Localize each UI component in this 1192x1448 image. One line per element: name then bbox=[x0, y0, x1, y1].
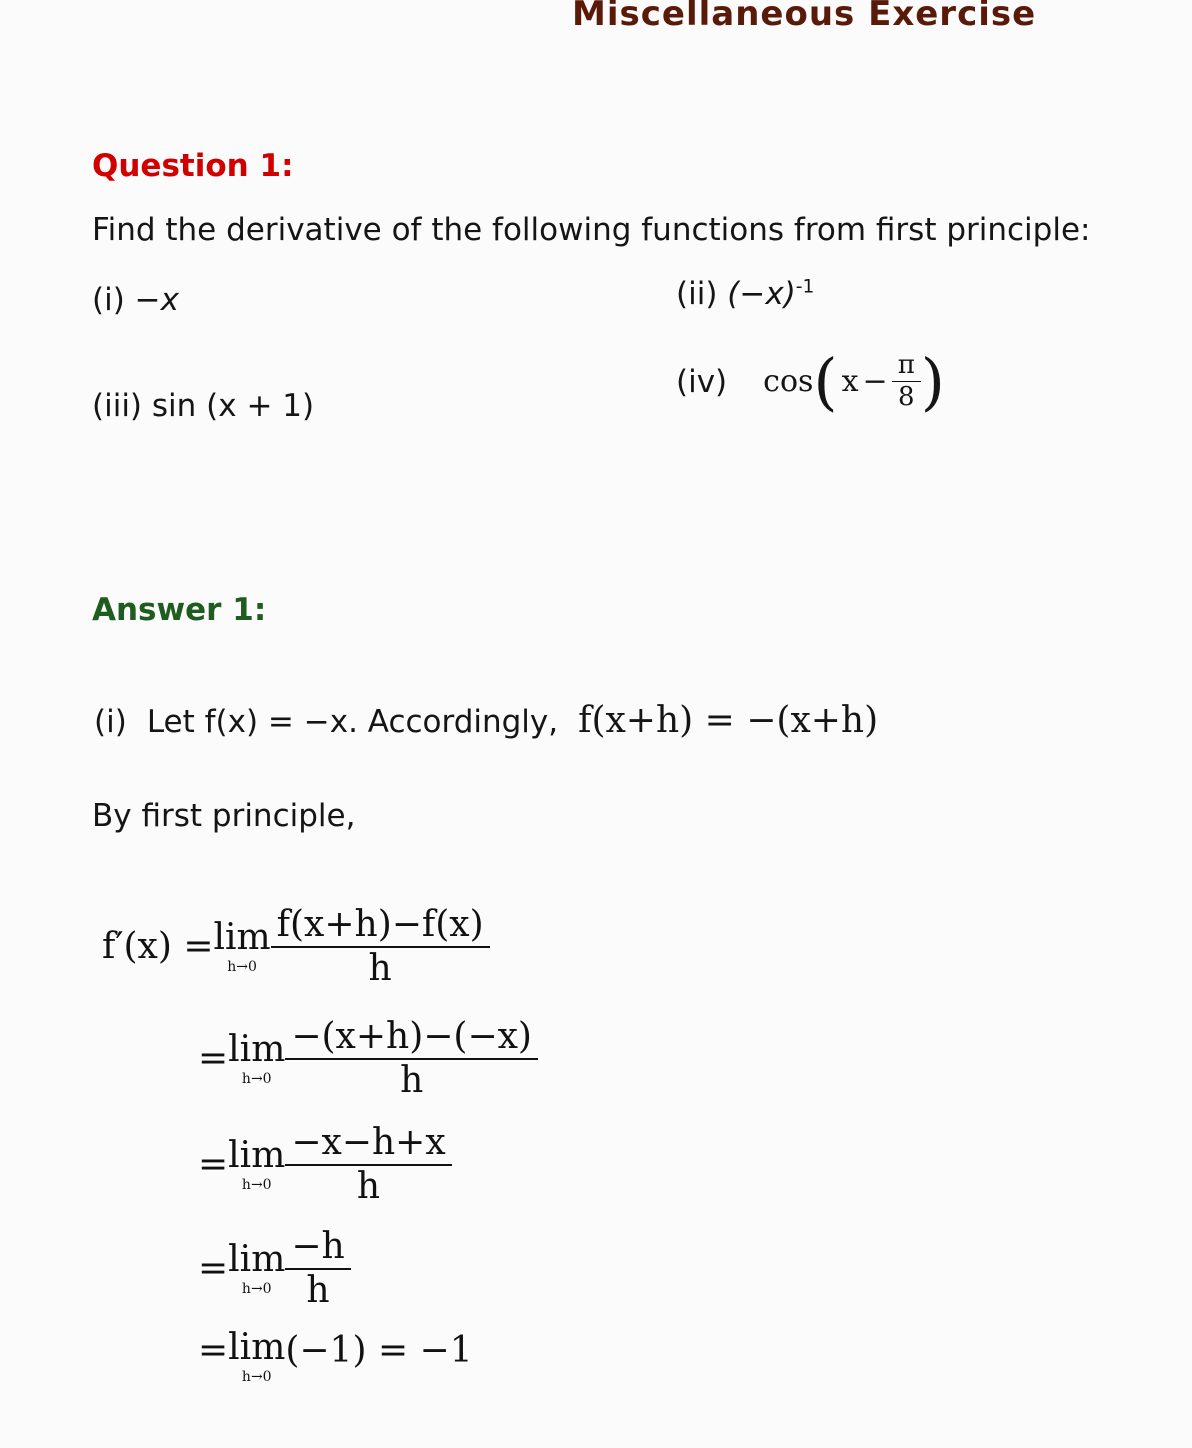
part-text: Let f(x) = −x. Accordingly, bbox=[146, 704, 559, 740]
page-title: Miscellaneous Exercise bbox=[572, 0, 1037, 34]
fraction-denominator: h bbox=[400, 1059, 424, 1101]
pi-over-8-fraction bbox=[892, 352, 921, 412]
step-lhs: = bbox=[198, 1330, 229, 1371]
limit bbox=[213, 916, 271, 975]
step-lhs: = bbox=[198, 1038, 229, 1080]
item-exponent: -1 bbox=[795, 276, 815, 298]
limit bbox=[228, 1238, 286, 1297]
item-label: (iv) bbox=[676, 363, 728, 400]
fraction-numerator: −x−h+x bbox=[285, 1124, 451, 1166]
item-label: (ii) bbox=[676, 276, 718, 312]
fraction-numerator: f(x+h)−f(x) bbox=[271, 906, 490, 948]
step-fraction bbox=[285, 1124, 451, 1206]
step-fraction bbox=[285, 1018, 538, 1100]
limit-subscript: h→0 bbox=[241, 1280, 272, 1297]
part-formula: f(x+h) = −(x+h) bbox=[578, 700, 879, 741]
question-prompt: Find the derivative of the following functions from first principle: bbox=[92, 212, 1091, 248]
step-lhs: f′(x) = bbox=[102, 926, 214, 968]
left-paren: ( bbox=[813, 345, 838, 418]
item-expression: (−x) bbox=[727, 276, 796, 312]
answer-heading: Answer 1: bbox=[92, 592, 267, 628]
fraction-numerator: −h bbox=[285, 1228, 350, 1270]
step-result: (−1) = −1 bbox=[285, 1330, 473, 1371]
derivation-step-1 bbox=[102, 906, 490, 988]
question-heading: Question 1: bbox=[92, 148, 294, 184]
limit-subscript: h→0 bbox=[227, 958, 257, 975]
limit-subscript: h→0 bbox=[241, 1070, 272, 1087]
limit bbox=[228, 1134, 286, 1193]
item-expression: −x bbox=[134, 282, 179, 318]
question-item-iv bbox=[676, 345, 945, 418]
limit-word: lim bbox=[228, 1134, 286, 1176]
fraction-denominator: h bbox=[306, 1269, 330, 1311]
question-item-iii bbox=[92, 388, 314, 424]
answer-part-i bbox=[94, 700, 878, 741]
first-principle-intro: By first principle, bbox=[92, 798, 356, 834]
fraction-numerator: π bbox=[892, 352, 921, 382]
limit bbox=[228, 1327, 286, 1385]
limit-subscript: h→0 bbox=[241, 1369, 272, 1385]
item-expression: sin (x + 1) bbox=[151, 388, 315, 424]
part-label: (i) bbox=[94, 704, 127, 740]
limit-subscript: h→0 bbox=[241, 1176, 272, 1193]
limit-word: lim bbox=[228, 1238, 286, 1280]
limit-word: lim bbox=[228, 1028, 286, 1070]
fraction-denominator: h bbox=[356, 1165, 381, 1207]
limit bbox=[228, 1028, 286, 1087]
limit-word: lim bbox=[213, 916, 271, 958]
question-item-ii bbox=[676, 276, 814, 312]
step-lhs: = bbox=[198, 1248, 229, 1290]
derivation-step-4 bbox=[198, 1228, 351, 1310]
fraction-numerator: −(x+h)−(−x) bbox=[285, 1018, 538, 1060]
minus-sign: − bbox=[862, 364, 888, 400]
derivation-step-5 bbox=[198, 1327, 473, 1385]
right-paren: ) bbox=[920, 345, 945, 418]
derivation-step-2 bbox=[198, 1018, 538, 1100]
step-lhs: = bbox=[198, 1144, 229, 1186]
item-label: (i) bbox=[92, 282, 125, 318]
step-fraction bbox=[271, 906, 490, 988]
variable-x: x bbox=[841, 364, 859, 400]
item-label: (iii) bbox=[92, 388, 143, 424]
step-fraction bbox=[285, 1228, 350, 1310]
derivation-step-3 bbox=[198, 1124, 452, 1206]
fraction-denominator: 8 bbox=[897, 382, 915, 413]
fraction-denominator: h bbox=[368, 947, 392, 989]
question-item-i bbox=[92, 282, 179, 318]
cos-function: cos bbox=[763, 364, 814, 400]
limit-word: lim bbox=[228, 1327, 286, 1368]
